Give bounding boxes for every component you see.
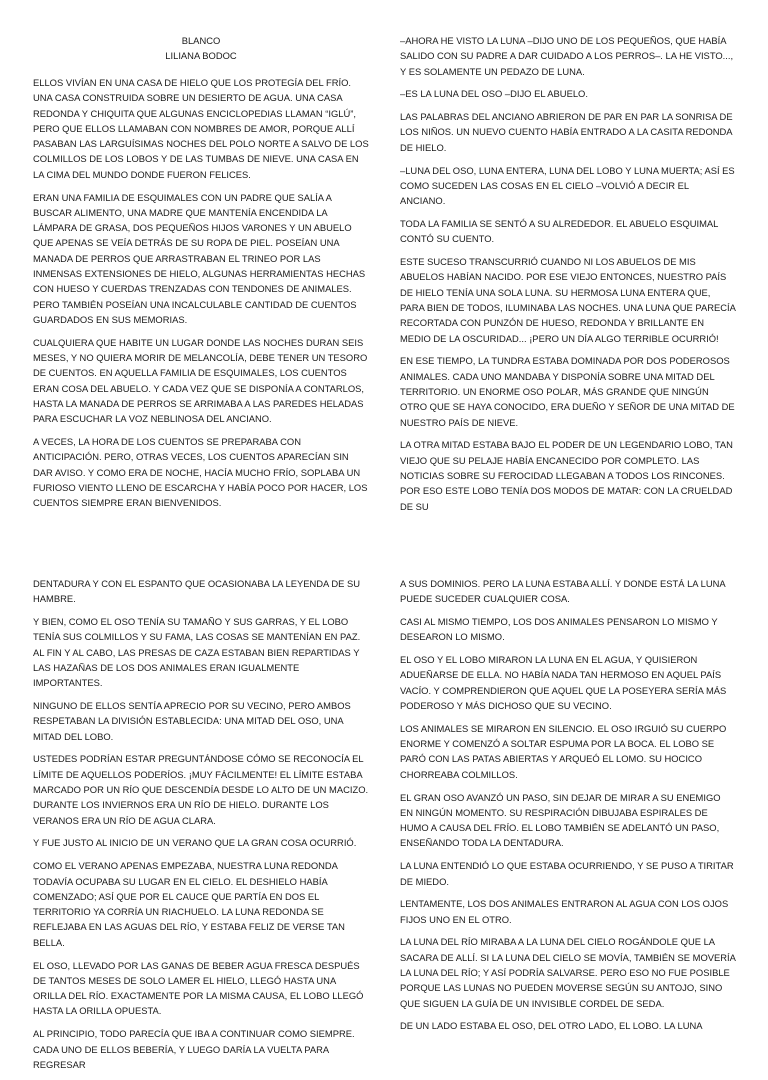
paragraph: DE UN LADO ESTABA EL OSO, DEL OTRO LADO, EL LOBO. LA LUNA [400, 1020, 703, 1032]
paragraph: LENTAMENTE, LOS DOS ANIMALES ENTRARON AL AGUA CON LOS OJOS FIJOS UNO EN EL OTRO. [400, 898, 729, 925]
paragraph: LAS PALABRAS DEL ANCIANO ABRIERON DE PAR EN PAR LA SONRISA DE LOS NIÑOS. UN NUEVO CUENTO HABÍA ENTRADO A LA CASITA REDONDA DE HIELO. [400, 111, 733, 153]
paragraph: NINGUNO DE ELLOS SENTÍA APRECIO POR SU VECINO, PERO AMBOS RESPETABAN LA DIVISIÓN ESTABLECIDA: UNA MITAD DEL OSO, UNA MITAD DEL LOBO. [33, 700, 351, 742]
paragraph: ESTE SUCESO TRANSCURRIÓ CUANDO NI LOS ABUELOS DE MIS ABUELOS HABÍAN NACIDO. POR ESE VIEJO ENTONCES, NUESTRO PAÍS DE HIELO TENÍA UNA SOLA LUNA. SU HERMOSA LUNA ENTERA QUE, PARA BIEN DE TODOS, ILUMINABA LAS NOCHES. UNA LUNA QUE PARECÍA RECORTADA CON PUNZÓN DE HUESO, REDONDA Y BRILLANTE EN MEDIO DE LA OSCURIDAD... ¡PERO UN DÍA ALGO TERRIBLE OCURRIÓ! [400, 256, 736, 344]
paragraph: ERAN UNA FAMILIA DE ESQUIMALES CON UN PADRE QUE SALÍA A BUSCAR ALIMENTO, UNA MADRE QUE MANTENÍA ENCENDIDA LA LÁMPARA DE GRASA, DOS PEQUEÑOS HIJOS VARONES Y UN ABUELO QUE APENAS SE VEÍA DETRÁS DE SU ROPA DE PIEL. POSEÍAN UNA MANADA DE PERROS QUE ARRASTRABAN EL TRINEO POR LAS INMENSAS EXTENSIONES DE HIELO, ALGUNAS HERRAMIENTAS HECHAS CON HUESO Y CUERDAS TRENZADAS CON TENDONES DE ANIMALES. PERO TAMBIÉN POSEÍAN UNA INCALCULABLE CANTIDAD DE CUENTOS GUARDADOS EN SUS MEMORIAS. [33, 191, 366, 325]
document-page-2 [0, 566, 768, 1070]
paragraph: EL OSO Y EL LOBO MIRARON LA LUNA EN EL AGUA, Y QUISIERON ADUEÑARSE DE ELLA. NO HABÍA NADA TAN HERMOSO EN AQUEL PAÍS VACÍO. Y COMPRENDIERON QUE AQUEL QUE LA POSEYERA SERÍA MÁS PODEROSO Y MÁS DICHOSO QUE SU VECINO. [400, 654, 727, 712]
paragraph: ELLOS VIVÍAN EN UNA CASA DE HIELO QUE LOS PROTEGÍA DEL FRÍO. UNA CASA CONSTRUIDA SOBRE UN DESIERTO DE AGUA. UNA CASA REDONDA Y CHIQUITA QUE ALGUNAS ENCICLOPEDIAS LLAMAN “IGLÚ”, PERO QUE ELLOS LLAMABAN CON NOMBRES DE AMOR, PORQUE ALLÍ PASABAN LAS LARGUÍSIMAS NOCHES DEL POLO NORTE A SALVO DE LOS COLMILLOS DE LOS LOBOS Y DE LAS TUMBAS DE NIEVE. UNA CASA EN LA CIMA DEL MUNDO DONDE FUERON FELICES. [33, 77, 369, 180]
paragraph: LA OTRA MITAD ESTABA BAJO EL PODER DE UN LEGENDARIO LOBO, TAN VIEJO QUE SU PELAJE HABÍA ENCANECIDO POR COMPLETO. LAS NOTICIAS SOBRE SU FEROCIDAD LLEGABAN A TODOS LOS RINCONES. POR ESO ESTE LOBO TENÍA DOS MODOS DE MATAR: CON LA CRUELDAD DE SU [400, 439, 733, 512]
page-2-right-column [400, 576, 736, 1041]
paragraph: –LUNA DEL OSO, LUNA ENTERA, LUNA DEL LOBO Y LUNA MUERTA; ASÍ ES COMO SUCEDEN LAS COSAS EN EL CIELO –VOLVIÓ A DECIR EL ANCIANO. [400, 164, 735, 207]
paragraph: EL GRAN OSO AVANZÓ UN PASO, SIN DEJAR DE MIRAR A SU ENEMIGO EN NINGÚN MOMENTO. SU RESPIRACIÓN DIBUJABA ESPIRALES DE HUMO A CAUSA DEL FRÍO. EL LOBO TAMBIÉN SE ADELANTÓ UN PASO, ENSEÑANDO TODA LA DENTADURA. [400, 791, 721, 849]
paragraph: COMO EL VERANO APENAS EMPEZABA, NUESTRA LUNA REDONDA TODAVÍA OCUPABA SU LUGAR EN EL CIELO. EL DESHIELO HABÍA COMENZADO; ASÍ QUE POR EL CAUCE QUE PARTÍA EN DOS EL TERRITORIO YA CORRÍA UN RIACHUELO. LA LUNA REDONDA SE REFLEJABA EN LAS AGUAS DEL RÍO, Y ESTABA FELIZ DE VERSE TAN BELLA. [33, 860, 345, 948]
paragraph: A SUS DOMINIOS. PERO LA LUNA ESTABA ALLÍ. Y DONDE ESTÁ LA LUNA PUEDE SUCEDER CUALQUIER COSA. [400, 578, 726, 605]
paragraph: CUALQUIERA QUE HABITE UN LUGAR DONDE LAS NOCHES DURAN SEIS MESES, Y NO QUIERA MORIR DE MELANCOLÍA, DEBE TENER UN TESORO DE CUENTOS. EN AQUELLA FAMILIA DE ESQUIMALES, LOS CUENTOS ERAN COSA DEL ABUELO. Y CADA VEZ QUE SE DISPONÍA A CONTARLOS, HASTA LA MANADA DE PERROS SE ARRIMABA A LAS PAREDES HELADAS PARA ESCUCHAR LA VOZ NEBLINOSA DEL ANCIANO. [33, 336, 368, 425]
paragraph: –AHORA HE VISTO LA LUNA –DIJO UNO DE LOS PEQUEÑOS, QUE HABÍA SALIDO CON SU PADRE A DAR CUIDADO A LOS PERROS–. LA HE VISTO..., Y ES SOLAMENTE UN PEDAZO DE LUNA. [400, 35, 734, 77]
paragraph: LA LUNA DEL RÍO MIRABA A LA LUNA DEL CIELO ROGÁNDOLE QUE LA SACARA DE ALLÍ. SI LA LUNA DEL CIELO SE MOVÍA, TAMBIÉN SE MOVERÍA LA LUNA DEL RÍO; Y ASÍ PODRÍA SALVARSE. PERO ESO NO FUE POSIBLE PORQUE LAS LUNAS NO PUEDEN MOVERSE SEGÚN SU ANTOJO, SINO QUE SIGUEN LA GUÍA DE UN INVISIBLE CORDEL DE SEDA. [400, 936, 736, 1009]
document-title: BLANCO [181, 35, 221, 46]
paragraph: Y BIEN, COMO EL OSO TENÍA SU TAMAÑO Y SUS GARRAS, Y EL LOBO TENÍA SUS COLMILLOS Y SU FAMA, LAS COSAS SE MANTENÍAN EN PAZ. AL FIN Y AL CABO, LAS PRESAS DE CAZA ESTABAN BIEN REPARTIDAS Y LAS HAZAÑAS DE LOS DOS ANIMALES ERAN IGUALMENTE IMPORTANTES. [33, 616, 361, 689]
paragraph: Y FUE JUSTO AL INICIO DE UN VERANO QUE LA GRAN COSA OCURRIÓ. [33, 837, 357, 849]
page-1-right-column [400, 33, 736, 521]
page-1-left-column [33, 33, 369, 518]
paragraph: A VECES, LA HORA DE LOS CUENTOS SE PREPARABA CON ANTICIPACIÓN. PERO, OTRAS VECES, LOS CUENTOS APARECÍAN SIN DAR AVISO. Y COMO ERA DE NOCHE, HACÍA MUCHO FRÍO, SOPLABA UN FURIOSO VIENTO LLENO DE ESCARCHA Y HABÍA POCO POR HACER, LOS CUENTOS SIEMPRE ERAN BIENVENIDOS. [33, 436, 368, 509]
paragraph: CASI AL MISMO TIEMPO, LOS DOS ANIMALES PENSARON LO MISMO Y DESEARON LO MISMO. [400, 616, 718, 643]
page-2-left-column [33, 576, 369, 1080]
paragraph: USTEDES PODRÍAN ESTAR PREGUNTÁNDOSE CÓMO SE RECONOCÍA EL LÍMITE DE AQUELLOS PODERÍOS. ¡MUY FÁCILMENTE! EL LÍMITE ESTABA MARCADO POR UN RÍO QUE DESCENDÍA DESDE LO ALTO DE UN MACIZO. DURANTE LOS INVIERNOS ERA UN RÍO DE HIELO. DURANTE LOS VERANOS ERA UN RÍO DE AGUA CLARA. [33, 753, 369, 826]
document-author: LILIANA BODOC [165, 50, 237, 61]
document-page-1 [0, 0, 768, 520]
paragraph: –ES LA LUNA DEL OSO –DIJO EL ABUELO. [400, 88, 588, 100]
paragraph: TODA LA FAMILIA SE SENTÓ A SU ALREDEDOR. EL ABUELO ESQUIMAL CONTÓ SU CUENTO. [400, 217, 718, 245]
paragraph: AL PRINCIPIO, TODO PARECÍA QUE IBA A CONTINUAR COMO SIEMPRE. CADA UNO DE ELLOS BEBERÍA, Y LUEGO DARÍA LA VUELTA PARA REGRESAR [33, 1028, 355, 1070]
paragraph: LA LUNA ENTENDIÓ LO QUE ESTABA OCURRIENDO, Y SE PUSO A TIRITAR DE MIEDO. [400, 860, 734, 887]
paragraph: EL OSO, LLEVADO POR LAS GANAS DE BEBER AGUA FRESCA DESPUÉS DE TANTOS MESES DE SOLO LAMER EL HIELO, LLEGÓ HASTA UNA ORILLA DEL RÍO. EXACTAMENTE POR LA MISMA CAUSA, EL LOBO LLEGÓ HASTA LA ORILLA OPUESTA. [33, 959, 364, 1017]
paragraph: LOS ANIMALES SE MIRARON EN SILENCIO. EL OSO IRGUIÓ SU CUERPO ENORME Y COMENZÓ A SOLTAR ESPUMA POR LA BOCA. EL LOBO SE PARÓ CON LAS PATAS ABIERTAS Y ARQUEÓ EL LOMO. SU HOCICO CHORREABA COLMILLOS. [400, 722, 727, 780]
paragraph: EN ESE TIEMPO, LA TUNDRA ESTABA DOMINADA POR DOS PODEROSOS ANIMALES. CADA UNO MANDABA Y DISPONÍA SOBRE UNA MITAD DEL TERRITORIO. UN ENORME OSO POLAR, MÁS GRANDE QUE NINGÚN OTRO QUE SE HAYA CONOCIDO, ERA DUEÑO Y SEÑOR DE UNA MITAD DE NUESTRO PAÍS DE NIEVE. [400, 355, 735, 428]
paragraph: DENTADURA Y CON EL ESPANTO QUE OCASIONABA LA LEYENDA DE SU HAMBRE. [33, 578, 361, 605]
